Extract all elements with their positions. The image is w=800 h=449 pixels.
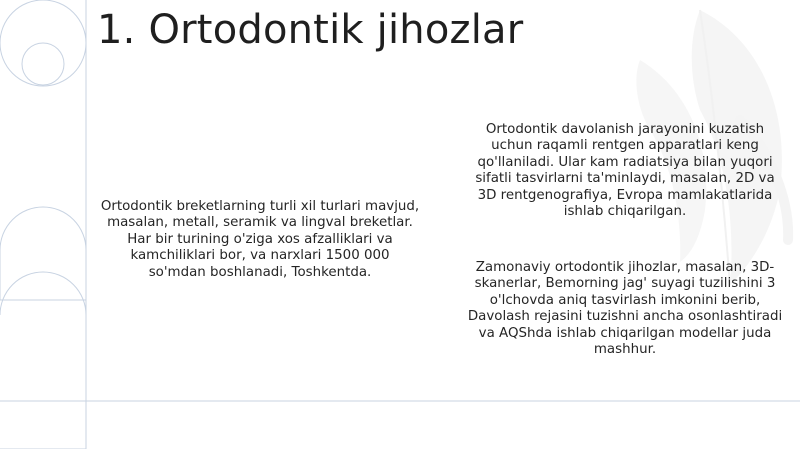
slide-title: 1. Ortodontik jihozlar	[97, 7, 524, 53]
upper-arch-outline	[0, 207, 86, 300]
small-circle-outline	[22, 43, 64, 85]
lower-arch-outline	[0, 272, 86, 449]
paragraph-digital-xray: Ortodontik davolanish jarayonini kuzatish uchun raqamli rentgen apparatlari keng qo'llaniladi. Ular kam radiatsiya bilan yuqori sifatli tasvirlarni ta'minlaydi, masalan, 2D va 3D rentgenografiya, Evropa mamlakatlarida ishlab chiqarilgan.	[475, 122, 775, 220]
paragraph-3d-scanners: Zamonaviy ortodontik jihozlar, masalan, 3D-skanerlar, Bemorning jag' suyagi tuzilishini 3 o'lchovda aniq tasvirlash imkonini berib, Davolash rejasini tuzishni ancha osonlashtiradi va AQShda ishlab chiqarilgan modellar juda mashhur.	[467, 260, 783, 358]
paragraph-braces-types: Ortodontik breketlarning turli xil turlari mavjud, masalan, metall, seramik va lingval breketlar. Har bir turining o'ziga xos afzalliklari va kamchiliklari bor, va narxlari 1500 000 so'mdan boshlanadi, Toshkentda.	[100, 199, 420, 280]
